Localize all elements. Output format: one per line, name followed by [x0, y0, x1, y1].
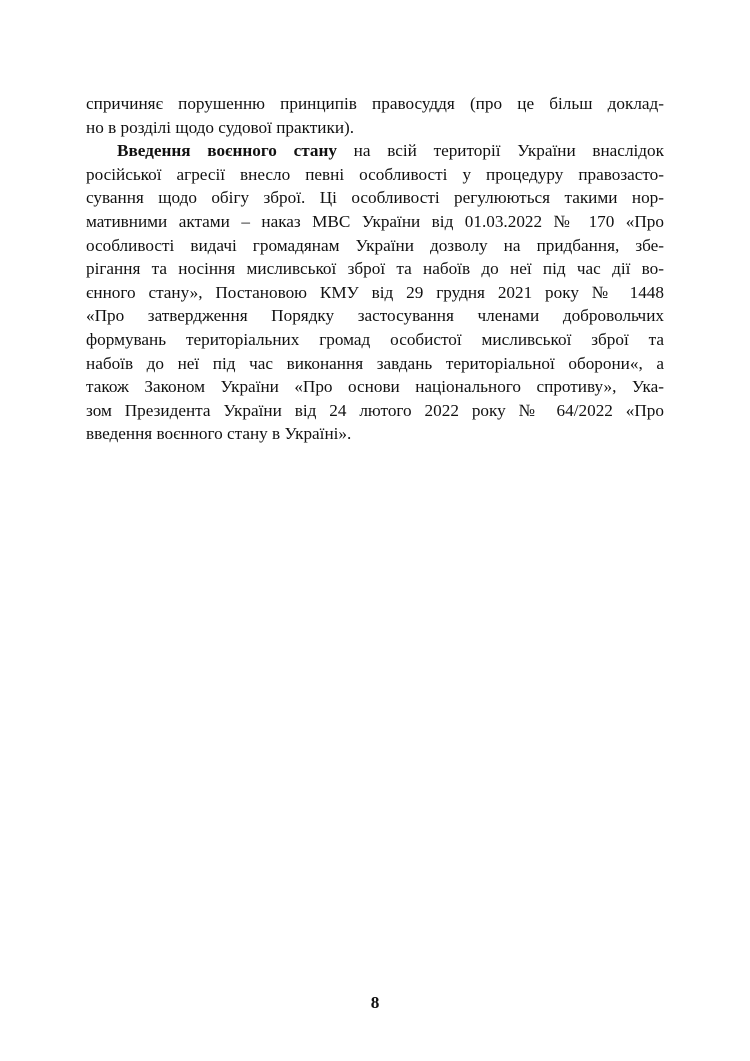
text-line: особливості видачі громадянам України дозволу на придбання, збе-	[86, 235, 664, 255]
paragraph-2	[86, 139, 664, 446]
text-line: «Про затвердження Порядку застосування членами добровольчих	[86, 306, 664, 326]
text-line: російської агресії внесло певні особливості у процедуру правозасто-	[86, 164, 664, 184]
text-line: набоїв до неї під час виконання завдань територіальної оборони«, а	[86, 353, 664, 373]
text-line: рігання та носіння мисливської зброї та набоїв до неї під час дії во-	[86, 259, 664, 279]
text-line: мативними актами – наказ МВС України від 01.03.2022 № 170 «Про	[86, 211, 664, 231]
text-line: но в розділі щодо судової практики).	[86, 117, 355, 137]
body-text	[86, 92, 664, 446]
text-line	[86, 139, 664, 163]
text-line: спричиняє порушенню принципів правосуддя (про це більш доклад-	[86, 94, 664, 113]
text-line: також Законом України «Про основи національного спротиву», Ука-	[86, 377, 664, 397]
text-line: зом Президента України від 24 лютого 2022 року № 64/2022 «Про	[86, 400, 664, 420]
text-line: введення воєнного стану в Україні».	[86, 424, 352, 444]
text-line: формувань територіальних громад особистої мисливської зброї та	[86, 329, 664, 349]
first-line-rest: на всій території України внаслідок	[336, 141, 664, 161]
paragraph-1	[86, 92, 664, 139]
bold-lead: Введення воєнного стану	[117, 141, 337, 161]
page-number: 8	[370, 993, 380, 1012]
text-line: сування щодо обігу зброї. Ці особливості регулюються такими нор-	[86, 188, 664, 208]
text-line: єнного стану», Постановою КМУ від 29 грудня 2021 року № 1448	[86, 282, 664, 302]
